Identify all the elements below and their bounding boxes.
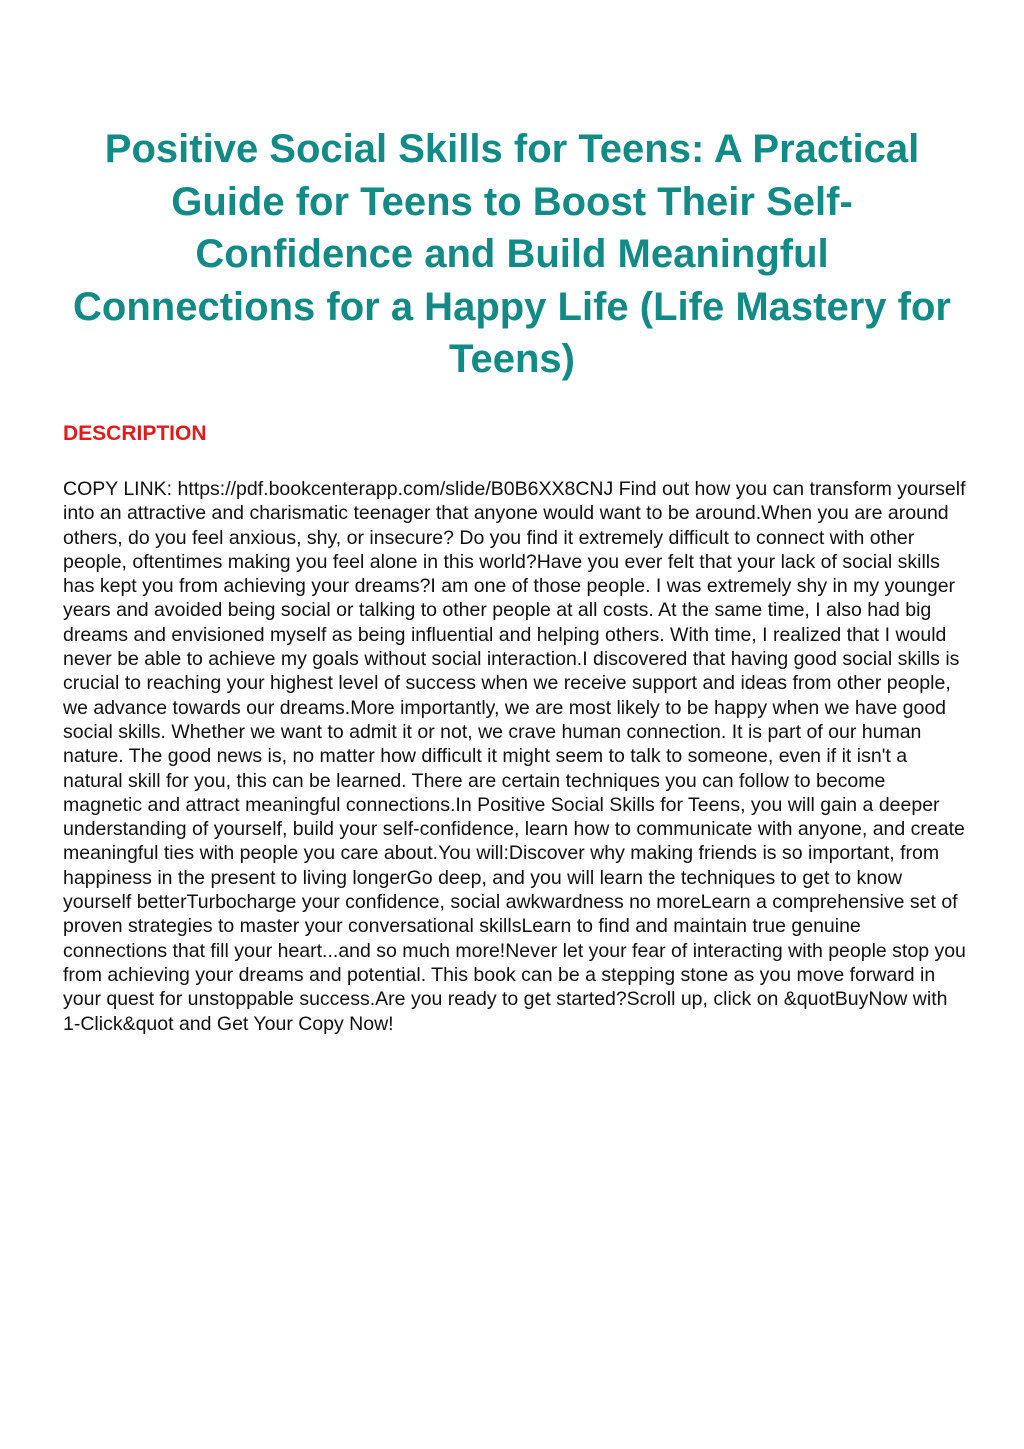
book-title: Positive Social Skills for Teens: A Practical Guide for Teens to Boost Their Self-Confidence and Build Meaningful Connections for a Happy Life (Life Mastery for Teens): [73, 127, 951, 381]
description-heading: DESCRIPTION: [63, 422, 207, 445]
description-body: COPY LINK: https://pdf.bookcenterapp.com/slide/B0B6XX8CNJ Find out how you can transform yourself into an attractive and charismatic teenager that anyone would want to be around.When you are around others, do you feel anxious, shy, or insecure? Do you find it extremely difficult to connect with other people, oftentimes making you feel alone in this world?Have you ever felt that your lack of social skills has kept you from achieving your dreams?I am one of those people. I was extremely shy in my younger years and avoided being social or talking to other people at all costs. At the same time, I also had big dreams and envisioned myself as being influential and helping others. With time, I realized that I would never be able to achieve my goals without social interaction.I discovered that having good social skills is crucial to reaching your highest level of success when we receive support and ideas from other people, we advance towards our dreams.More importantly, we are most likely to be happy when we have good social skills. Whether we want to admit it or not, we crave human connection. It is part of our human nature. The good news is, no matter how difficult it might seem to talk to someone, even if it isn't a natural skill for you, this can be learned. There are certain techniques you can follow to become magnetic and attract meaningful connections.In Positive Social Skills for Teens, you will gain a deeper understanding of yourself, build your self-confidence, learn how to communicate with anyone, and create meaningful ties with people you care about.You will:Discover why making friends is so important, from happiness in the present to living longerGo deep, and you will learn the techniques to get to know yourself betterTurbocharge your confidence, social awkwardness no moreLearn a comprehensive set of proven strategies to master your conversational skillsLearn to find and maintain true genuine connections that fill your heart...and so much more!Never let your fear of interacting with people stop you from achieving your dreams and potential. This book can be a stepping stone as you move forward in your quest for unstoppable success.Are you ready to get started?Scroll up, click on &quotBuyNow with 1-Click&quot and Get Your Copy Now!: [63, 478, 966, 1035]
